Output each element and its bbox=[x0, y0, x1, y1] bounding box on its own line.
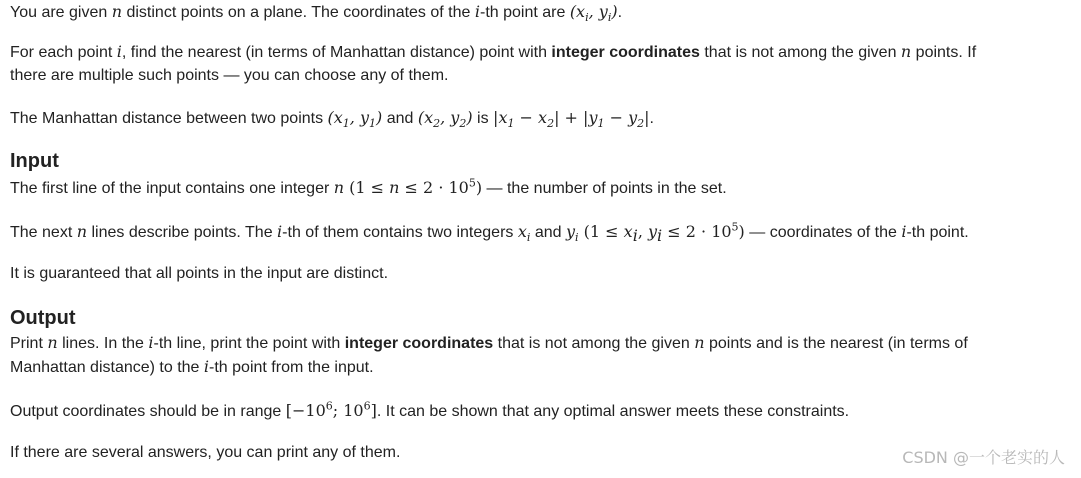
math-i: i bbox=[901, 222, 907, 241]
math-point-2: ($x_2$, $y_2$) bbox=[417, 108, 473, 131]
math-coord-constraint: ($1 \le x_i$, $y_i \le 2 \cdot 10^5$) bbox=[578, 220, 745, 246]
text: If there are several answers, you can print any of them. bbox=[10, 444, 401, 461]
csdn-watermark: CSDN @一个老实的人 bbox=[902, 448, 1065, 467]
math-i: i bbox=[277, 222, 283, 241]
text: The first line of the input contains one integer bbox=[10, 180, 334, 197]
text: and bbox=[530, 224, 566, 241]
text: Manhattan distance) to the bbox=[10, 359, 204, 376]
text: there are multiple such points — you can choose any of them. bbox=[10, 67, 449, 84]
math-n: n bbox=[111, 2, 123, 21]
output-heading: Output bbox=[10, 307, 76, 329]
math-i: i bbox=[116, 42, 122, 61]
math-i: i bbox=[474, 2, 480, 21]
output-paragraph-2 bbox=[10, 399, 849, 424]
text: Output coordinates should be in range bbox=[10, 403, 286, 420]
text: -th line, print the point with bbox=[153, 335, 345, 352]
output-paragraph-3 bbox=[10, 441, 400, 465]
math-n: n bbox=[694, 333, 705, 352]
text: — the number of points in the set. bbox=[482, 180, 727, 197]
bold-integer-coordinates: integer coordinates bbox=[344, 335, 494, 352]
text: lines. In the bbox=[57, 335, 149, 352]
text: You are given bbox=[10, 4, 112, 21]
math-point-1: ($x_1$, $y_1$) bbox=[327, 108, 383, 131]
math-manhattan-formula: $|x_1 - x_2| + |y_1 - y_2|$ bbox=[493, 108, 650, 131]
math-n: n bbox=[76, 222, 88, 241]
text: . It can be shown that any optimal answer meets these constraints. bbox=[376, 403, 850, 420]
text: lines describe points. The bbox=[87, 224, 278, 241]
text: -th point. bbox=[906, 224, 969, 241]
text: -th point are bbox=[479, 4, 570, 21]
text: The next bbox=[10, 224, 77, 241]
text: -th of them contains two integers bbox=[282, 224, 518, 241]
text: For each point bbox=[10, 44, 117, 61]
math-point-coords: ($x_i$, $y_i$) bbox=[569, 2, 618, 25]
input-heading: Input bbox=[10, 150, 59, 172]
output-paragraph-1-line-1 bbox=[10, 331, 968, 356]
text: , find the nearest (in terms of Manhattan distance) point with bbox=[121, 44, 552, 61]
math-y-i: $y_i$ bbox=[566, 222, 579, 245]
text: -th point from the input. bbox=[209, 359, 374, 376]
text: It is guaranteed that all points in the input are distinct. bbox=[10, 265, 389, 282]
math-n: n bbox=[47, 333, 58, 352]
input-paragraph-2 bbox=[10, 220, 969, 245]
output-paragraph-1-line-2 bbox=[10, 355, 374, 380]
text: Print bbox=[10, 335, 48, 352]
text: . bbox=[617, 4, 623, 21]
math-n-constraint: $(1 \le n \le 2 \cdot 10^5)$ bbox=[344, 176, 483, 197]
math-n: n bbox=[333, 178, 345, 197]
text: The Manhattan distance between two points bbox=[10, 110, 328, 127]
math-n: n bbox=[900, 42, 912, 61]
text: points. If bbox=[911, 44, 977, 61]
statement-paragraph-2-line-2 bbox=[10, 64, 448, 88]
text: . bbox=[649, 110, 654, 127]
statement-paragraph-3 bbox=[10, 106, 654, 131]
math-output-range: [$-10^6$; $10^6$] bbox=[285, 399, 377, 420]
text: is bbox=[472, 110, 494, 127]
text: that is not among the given bbox=[699, 44, 901, 61]
bold-integer-coordinates: integer coordinates bbox=[551, 44, 700, 61]
text: points and is the nearest (in terms of bbox=[704, 335, 968, 352]
input-paragraph-1 bbox=[10, 176, 727, 201]
text: and bbox=[382, 110, 418, 127]
text: — coordinates of the bbox=[744, 224, 902, 241]
math-x-i: $x_i$ bbox=[517, 222, 531, 245]
math-i: i bbox=[148, 333, 154, 352]
text: distinct points on a plane. The coordinates of the bbox=[122, 4, 475, 21]
math-i: i bbox=[203, 357, 210, 376]
statement-paragraph-1 bbox=[10, 0, 622, 25]
statement-paragraph-2-line-1 bbox=[10, 40, 976, 65]
text: that is not among the given bbox=[493, 335, 695, 352]
input-paragraph-3 bbox=[10, 262, 388, 286]
